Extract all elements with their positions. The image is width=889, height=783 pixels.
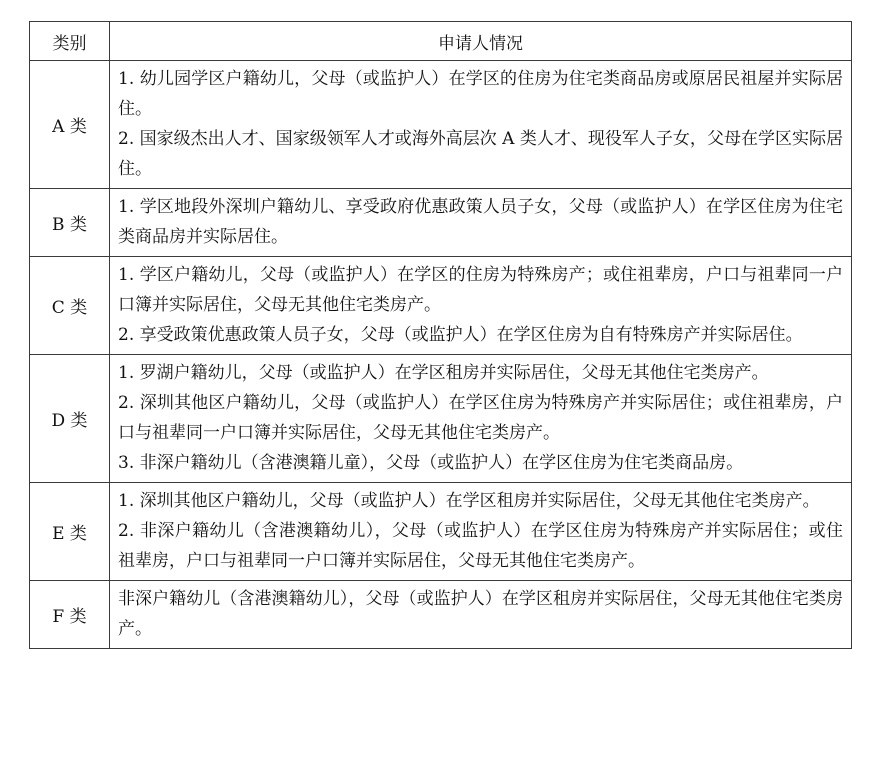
table-row-e <box>30 483 852 581</box>
situation-c-item-1: 1. 学区户籍幼儿，父母（或监护人）在学区的住房为特殊房产；或住祖辈房，户口与祖辈同一户口簿并实际居住，父母无其他住宅类房产。 <box>118 265 843 315</box>
situation-b <box>110 189 852 257</box>
admission-criteria-table-container <box>29 21 851 649</box>
category-c: C 类 <box>30 257 110 355</box>
situation-f-item-1: 非深户籍幼儿（含港澳籍幼儿），父母（或监护人）在学区租房并实际居住，父母无其他住宅类房产。 <box>118 589 843 639</box>
situation-d <box>110 355 852 483</box>
table-row-d <box>30 355 852 483</box>
situation-d-item-1: 1. 罗湖户籍幼儿，父母（或监护人）在学区租房并实际居住，父母无其他住宅类房产。 <box>118 363 769 383</box>
table-row-b <box>30 189 852 257</box>
situation-a-item-1: 1. 幼儿园学区户籍幼儿，父母（或监护人）在学区的住房为住宅类商品房或原居民祖屋并实际居住。 <box>118 69 843 119</box>
category-a: A 类 <box>30 61 110 189</box>
header-category: 类别 <box>30 22 110 61</box>
situation-d-item-2: 2. 深圳其他区户籍幼儿，父母（或监护人）在学区住房为特殊房产并实际居住；或住祖辈房，户口与祖辈同一户口簿并实际居住，父母无其他住宅类房产。 <box>118 393 843 443</box>
situation-f <box>110 581 852 649</box>
admission-criteria-table <box>29 21 852 649</box>
table-row-a <box>30 61 852 189</box>
header-applicant-situation: 申请人情况 <box>110 22 852 61</box>
table-row-c <box>30 257 852 355</box>
situation-b-item-1: 1. 学区地段外深圳户籍幼儿、享受政府优惠政策人员子女，父母（或监护人）在学区住房为住宅类商品房并实际居住。 <box>118 197 843 247</box>
category-f: F 类 <box>30 581 110 649</box>
situation-e <box>110 483 852 581</box>
situation-d-item-3: 3. 非深户籍幼儿（含港澳籍儿童），父母（或监护人）在学区住房为住宅类商品房。 <box>118 453 744 473</box>
situation-a <box>110 61 852 189</box>
category-b: B 类 <box>30 189 110 257</box>
situation-e-item-2: 2. 非深户籍幼儿（含港澳籍幼儿），父母（或监护人）在学区住房为特殊房产并实际居住；或住祖辈房，户口与祖辈同一户口簿并实际居住，父母无其他住宅类房产。 <box>118 521 843 571</box>
situation-e-item-1: 1. 深圳其他区户籍幼儿，父母（或监护人）在学区租房并实际居住，父母无其他住宅类房产。 <box>118 491 820 511</box>
table-header-row <box>30 22 852 61</box>
situation-a-item-2: 2. 国家级杰出人才、国家级领军人才或海外高层次 A 类人才、现役军人子女，父母在学区实际居住。 <box>118 129 843 179</box>
category-d: D 类 <box>30 355 110 483</box>
category-e: E 类 <box>30 483 110 581</box>
table-row-f <box>30 581 852 649</box>
situation-c-item-2: 2. 享受政策优惠政策人员子女，父母（或监护人）在学区住房为自有特殊房产并实际居住。 <box>118 325 803 345</box>
situation-c <box>110 257 852 355</box>
